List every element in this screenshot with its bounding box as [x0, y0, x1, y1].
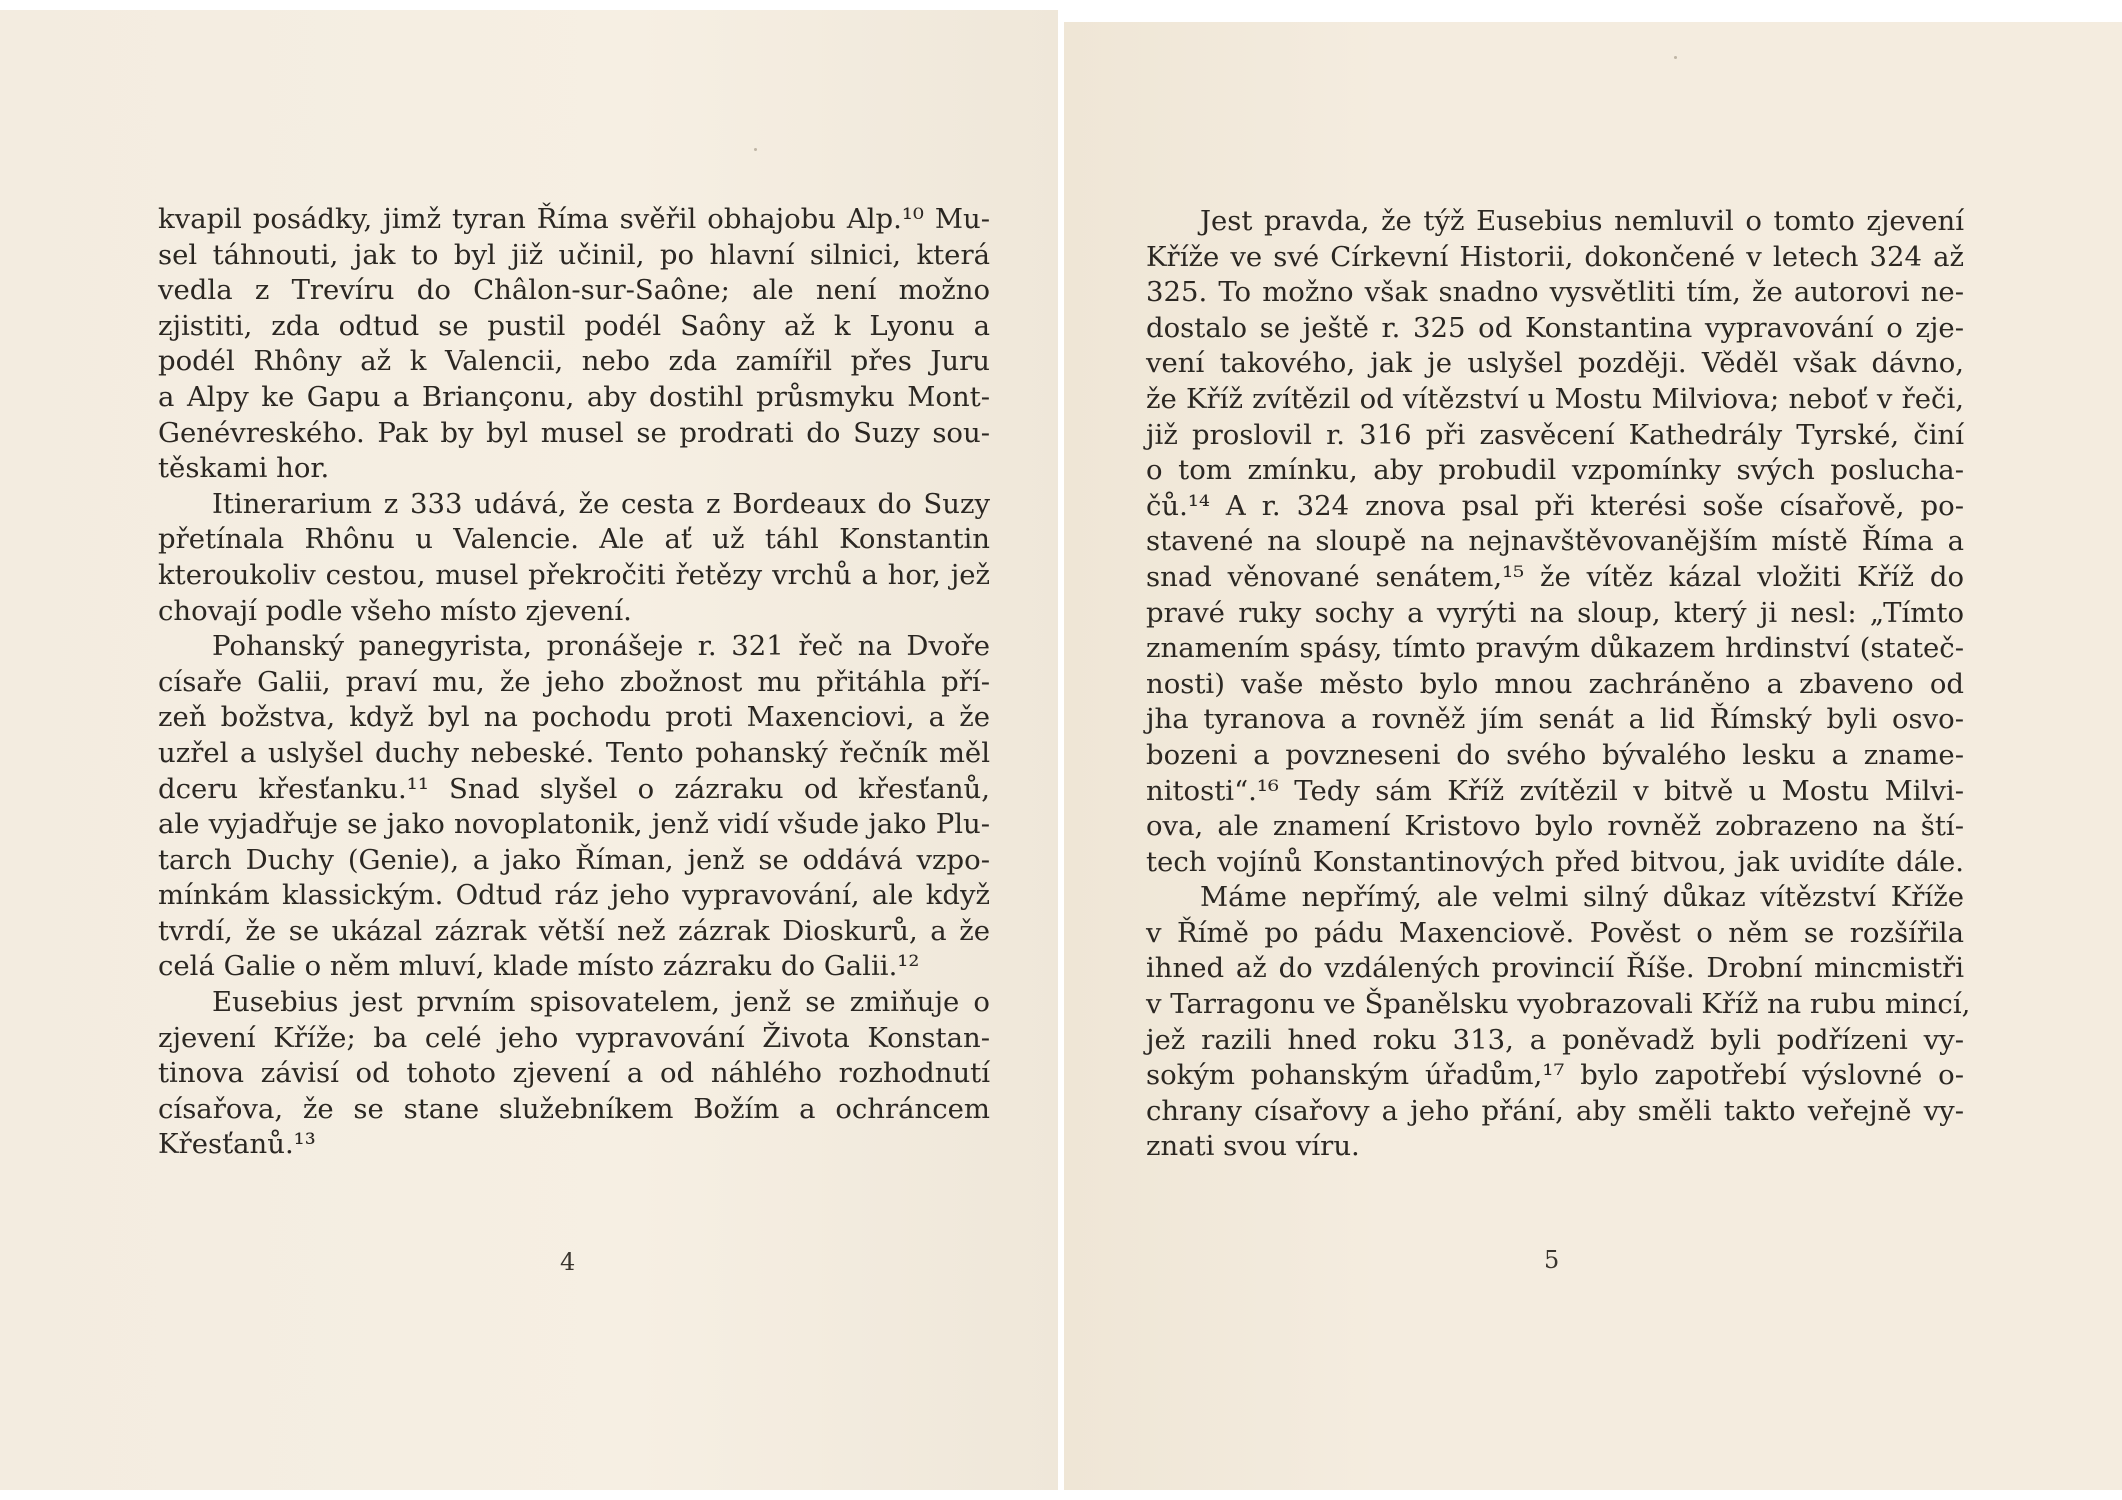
text-line: jež razili hned roku 313, a poněvadž byli podřízeni vy-	[1146, 1023, 1964, 1056]
text-line: nosti) vaše město bylo mnou zachráněno a zbaveno od	[1146, 667, 1964, 700]
text-line: 325. To možno však snadno vysvětliti tím, že autorovi ne-	[1146, 276, 1964, 309]
text-line: podél Rhôny až k Valencii, nebo zda zamířil přes Juru	[158, 345, 990, 378]
text-line: Křesťanů.¹³	[158, 1128, 316, 1161]
text-line: Eusebius jest prvním spisovatelem, jenž se zmiňuje o	[212, 986, 990, 1019]
text-line: snad věnované senátem,¹⁵ že vítěz kázal vložiti Kříž do	[1146, 560, 1964, 593]
text-line: kteroukoliv cestou, musel překročiti řetězy vrchů a hor, jež	[158, 558, 990, 591]
paper-speck	[754, 148, 757, 151]
text-line: těskami hor.	[158, 452, 330, 485]
text-line: zjevení Kříže; ba celé jeho vypravování Života Konstan-	[158, 1021, 990, 1054]
text-line: bozeni a povzneseni do svého bývalého lesku a zname-	[1146, 738, 1964, 771]
text-line: že Kříž zvítězil od vítězství u Mostu Milviova; neboť v řeči,	[1146, 382, 1964, 415]
text-line: celá Galie o něm mluví, klade místo zázraku do Galii.¹²	[158, 950, 920, 983]
paper-speck	[1674, 56, 1677, 59]
text-line: vedla z Trevíru do Châlon-sur-Saône; ale není možno	[158, 274, 990, 307]
left-page-text	[158, 202, 990, 1163]
text-line: čů.¹⁴ A r. 324 znova psal při kterési soše císařově, po-	[1146, 489, 1964, 522]
text-line: Jest pravda, že týž Eusebius nemluvil o tomto zjevení	[1200, 205, 1964, 237]
text-line: v Tarragonu ve Španělsku vyobrazovali Kříž na rubu mincí,	[1146, 988, 1971, 1021]
text-line: císařova, že se stane služebníkem Božím a ochráncem	[158, 1092, 990, 1125]
right-page	[1064, 22, 2122, 1490]
text-line: znati svou víru.	[1146, 1130, 1360, 1163]
text-line: Kříže ve své Církevní Historii, dokončené v letech 324 až	[1146, 240, 1964, 273]
text-line: ale vyjadřuje se jako novoplatonik, jenž vidí všude jako Plu-	[158, 808, 990, 841]
text-line: a Alpy ke Gapu a Briançonu, aby dostihl průsmyku Mont-	[158, 380, 990, 413]
text-line: Pohanský panegyrista, pronášeje r. 321 řeč na Dvoře	[212, 630, 990, 663]
text-line: ihned až do vzdálených provincií Říše. Drobní mincmistři	[1146, 952, 1964, 985]
text-line: uzřel a uslyšel duchy nebeské. Tento pohanský řečník měl	[158, 736, 990, 769]
left-page	[0, 10, 1058, 1490]
page-number: 4	[560, 1248, 576, 1276]
text-line: tarch Duchy (Genie), a jako Říman, jenž se oddává vzpo-	[158, 843, 990, 876]
text-line: Itinerarium z 333 udává, že cesta z Bordeaux do Suzy	[212, 487, 990, 520]
page-number: 5	[1544, 1246, 1560, 1274]
right-page-text	[1146, 204, 1971, 1165]
text-line: tinova závisí od tohoto zjevení a od náhlého rozhodnutí	[158, 1057, 990, 1090]
text-line: pravé ruky sochy a vyrýti na sloup, který ji nesl: „Tímto	[1146, 596, 1964, 629]
text-line: znamením spásy, tímto pravým důkazem hrdinství (stateč-	[1146, 632, 1964, 665]
text-line: nitosti“.¹⁶ Tedy sám Kříž zvítězil v bitvě u Mostu Milvi-	[1146, 774, 1964, 807]
text-line: vení takového, jak je uslyšel později. Věděl však dávno,	[1146, 347, 1964, 380]
text-line: přetínala Rhônu u Valencie. Ale ať už táhl Konstantin	[158, 523, 990, 556]
text-line: tech vojínů Konstantinových před bitvou, jak uvidíte dále.	[1146, 845, 1964, 878]
text-line: ova, ale znamení Kristovo bylo rovněž zobrazeno na ští-	[1146, 810, 1964, 843]
text-line: v Římě po pádu Maxenciově. Pověst o něm se rozšířila	[1146, 916, 1964, 949]
text-line: císaře Galii, praví mu, že jeho zbožnost mu přitáhla pří-	[158, 665, 990, 698]
text-line: Máme nepřímý, ale velmi silný důkaz vítězství Kříže	[1200, 881, 1964, 914]
text-line: Genévreského. Pak by byl musel se prodrati do Suzy sou-	[158, 416, 990, 449]
text-line: sel táhnouti, jak to byl již učinil, po hlavní silnici, která	[158, 238, 990, 271]
text-line: dostalo se ještě r. 325 od Konstantina vypravování o zje-	[1146, 311, 1964, 344]
text-line: již proslovil r. 316 při zasvěcení Kathedrály Tyrské, činí	[1146, 418, 1964, 451]
text-line: dceru křesťanku.¹¹ Snad slyšel o zázraku od křesťanů,	[158, 772, 990, 805]
text-line: kvapil posádky, jimž tyran Říma svěřil obhajobu Alp.¹⁰ Mu-	[158, 203, 990, 235]
text-line: chrany císařovy a jeho přání, aby směli takto veřejně vy-	[1146, 1094, 1964, 1127]
text-line: mínkám klassickým. Odtud ráz jeho vypravování, ale když	[158, 879, 990, 912]
text-line: jha tyranova a rovněž jím senát a lid Římský byli osvo-	[1146, 703, 1964, 736]
text-line: chovají podle všeho místo zjevení.	[158, 594, 632, 627]
text-line: zjistiti, zda odtud se pustil podél Saôny až k Lyonu a	[158, 309, 990, 342]
text-line: sokým pohanským úřadům,¹⁷ bylo zapotřebí výslovné o-	[1146, 1059, 1964, 1092]
text-line: zeň božstva, když byl na pochodu proti Maxenciovi, a že	[158, 701, 990, 734]
text-line: tvrdí, že se ukázal zázrak větší než zázrak Dioskurů, a že	[158, 914, 990, 947]
text-line: o tom zmínku, aby probudil vzpomínky svých posluchа-	[1146, 454, 1964, 487]
text-line: stavené na sloupě na nejnavštěvovanějším místě Říma a	[1146, 525, 1964, 558]
